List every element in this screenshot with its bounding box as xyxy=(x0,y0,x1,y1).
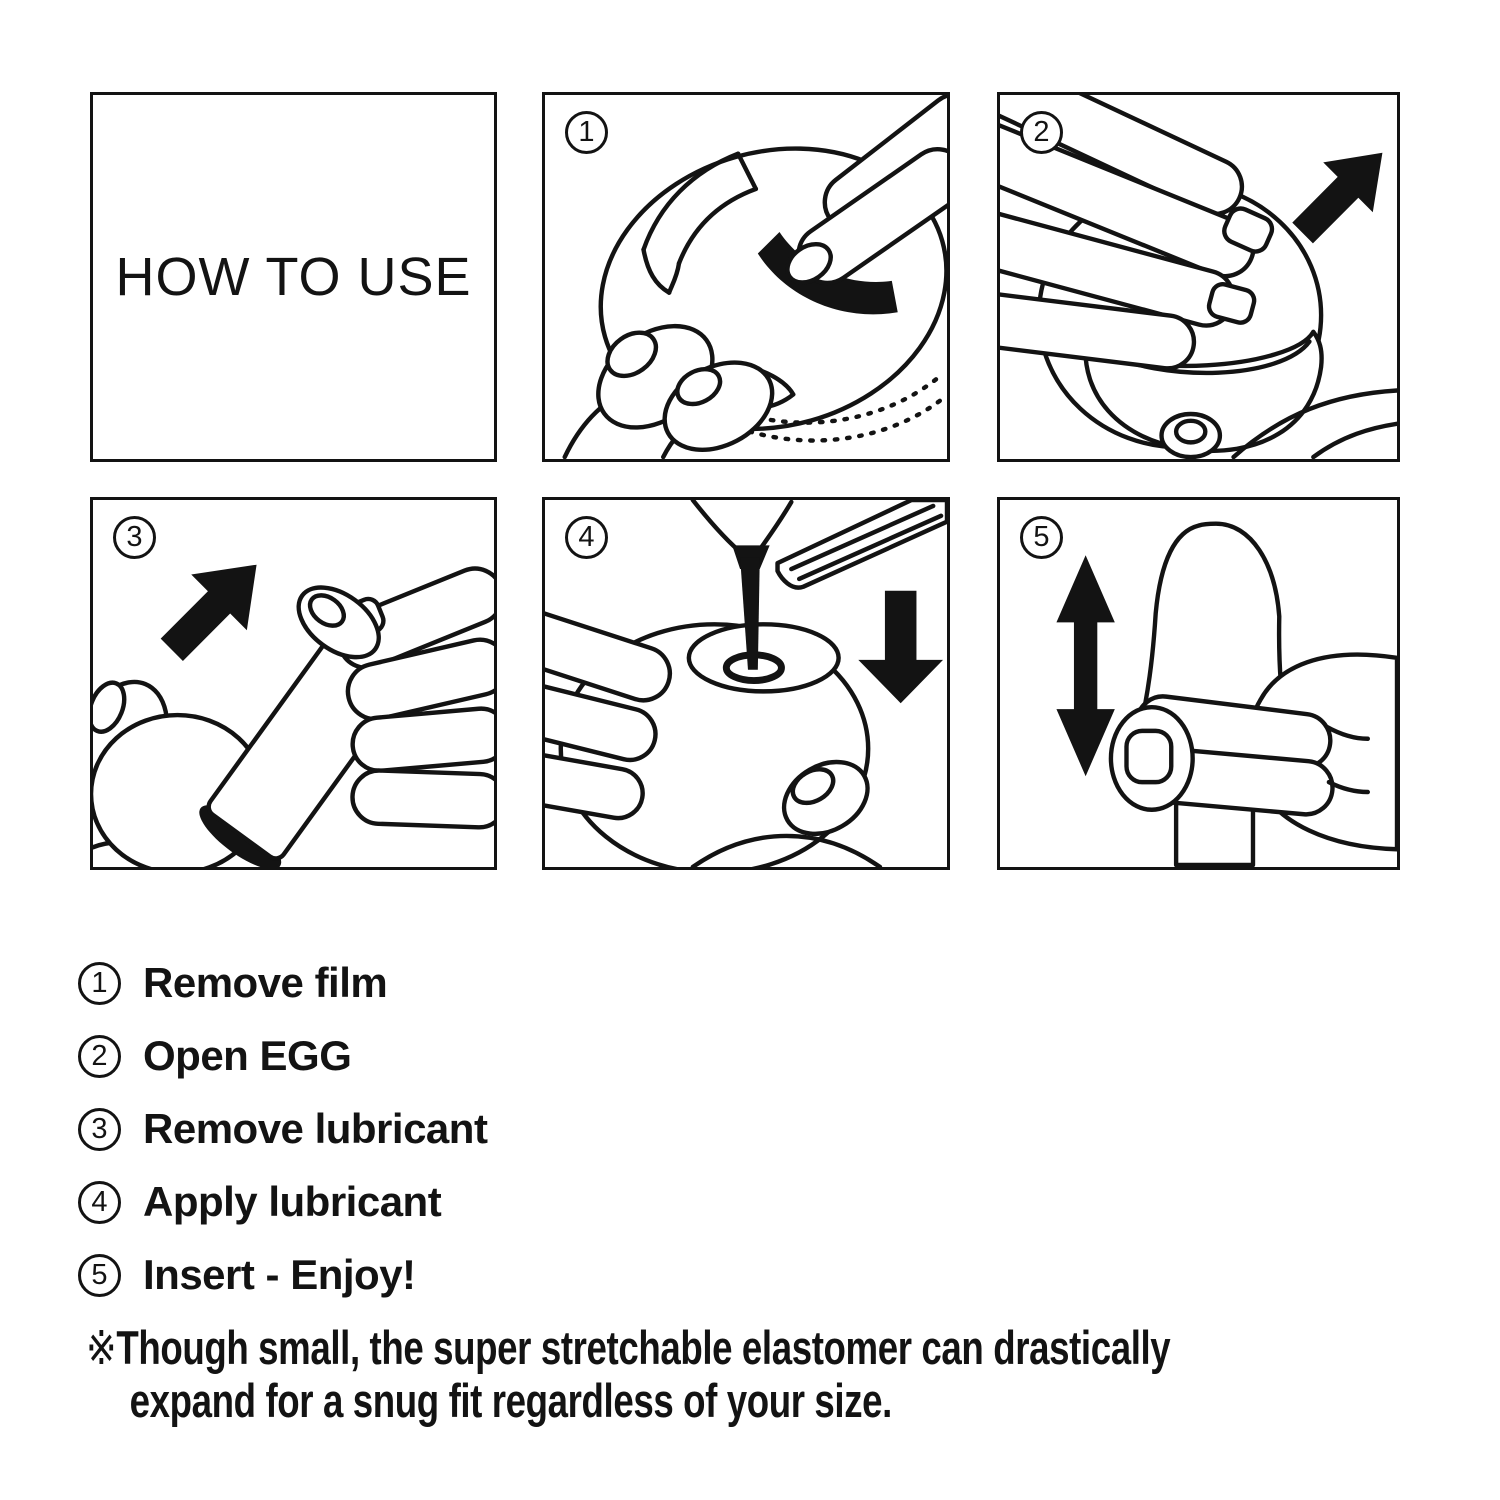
step-3-label: Remove lubricant xyxy=(143,1105,488,1152)
circled-number-4: 4 xyxy=(78,1181,121,1224)
circled-number-5: 5 xyxy=(78,1254,121,1297)
panel-step-3-remove-lubricant xyxy=(90,497,497,870)
footnote-line-1 xyxy=(86,1322,1170,1375)
panel-step-4-apply-lubricant xyxy=(542,497,950,870)
arrow-up-right-icon xyxy=(144,537,284,678)
step-2-circled-number: 2 xyxy=(1020,111,1063,154)
list-item-step-3 xyxy=(78,1107,487,1151)
egg-opening xyxy=(689,624,839,691)
remove-lubricant-illustration xyxy=(93,500,494,867)
step-4-label: Apply lubricant xyxy=(143,1178,442,1225)
page-title: HOW TO USE xyxy=(115,247,472,307)
step-1-label: Remove film xyxy=(143,959,388,1006)
arrow-down-icon xyxy=(858,591,943,703)
list-item-step-1 xyxy=(78,961,487,1005)
circled-number-3: 3 xyxy=(78,1108,121,1151)
list-item-step-2 xyxy=(78,1034,487,1078)
step-list xyxy=(78,961,487,1326)
insert-enjoy-illustration xyxy=(1000,500,1397,867)
step-5-circled-number: 5 xyxy=(1020,516,1063,559)
panel-step-1-remove-film xyxy=(542,92,950,462)
title-panel xyxy=(90,92,497,462)
footnote-text-1: Though small, the super stretchable elastomer can drastically xyxy=(116,1321,1171,1374)
reference-mark: ※ xyxy=(86,1321,117,1374)
step-3-circled-number: 3 xyxy=(113,516,156,559)
open-egg-illustration xyxy=(1000,95,1397,459)
step-5-label: Insert - Enjoy! xyxy=(143,1251,416,1298)
footnote xyxy=(86,1322,1170,1427)
panel-step-5-insert-enjoy xyxy=(997,497,1400,870)
thumbnail xyxy=(1126,731,1171,782)
apply-lubricant-illustration xyxy=(545,500,947,867)
remove-film-illustration xyxy=(545,95,947,459)
list-item-step-4 xyxy=(78,1180,487,1224)
fingernail xyxy=(1176,421,1205,443)
footnote-line-2: expand for a snug fit regardless of your size. xyxy=(129,1373,892,1427)
circled-number-1: 1 xyxy=(78,962,121,1005)
arrow-up-down-icon xyxy=(1056,555,1114,776)
circled-number-2: 2 xyxy=(78,1035,121,1078)
step-4-circled-number: 4 xyxy=(565,516,608,559)
panel-step-2-open-egg xyxy=(997,92,1400,462)
step-1-circled-number: 1 xyxy=(565,111,608,154)
lubricant-tube xyxy=(778,500,947,588)
step-2-label: Open EGG xyxy=(143,1032,352,1079)
list-item-step-5 xyxy=(78,1253,487,1297)
